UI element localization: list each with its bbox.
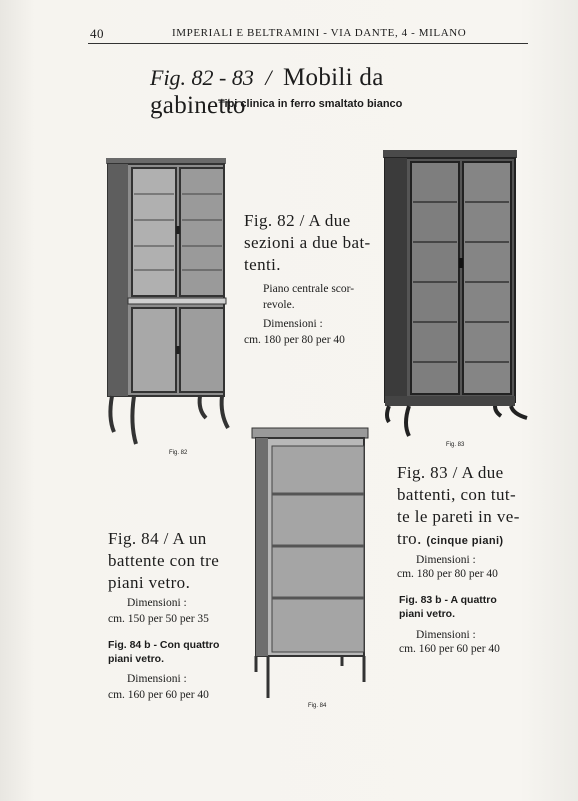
- fig84-dim-label: Dimensioni :: [127, 597, 187, 609]
- fig84-heading-line1: Fig. 84 / A un: [108, 529, 207, 548]
- fig83b-dim-label: Dimensioni :: [416, 629, 476, 641]
- cabinet-fig82-illustration: [104, 156, 234, 448]
- page-header: [90, 24, 526, 42]
- title-fig-number: Fig. 82 - 83: [150, 65, 254, 90]
- page-subtitle: Tipi clinica in ferro smaltato bianco: [218, 98, 403, 110]
- fig83b-heading: [399, 593, 497, 621]
- fig84b-dimensions: cm. 160 per 60 per 40: [108, 689, 209, 701]
- fig83b-line1: Fig. 83 b - A quattro: [399, 594, 497, 606]
- fig82-heading-line2: sezioni a due bat-: [244, 233, 371, 252]
- fig82-dimensions: cm. 180 per 80 per 40: [244, 334, 345, 346]
- fig83-caption: Fig. 83: [446, 442, 465, 448]
- cabinet-fig83-illustration: [383, 150, 531, 440]
- fig82-desc-line1: Piano centrale scor-: [263, 283, 355, 295]
- title-main: Mobili da gabinetto: [150, 64, 384, 119]
- fig83-heading-note: (cinque piani): [426, 535, 504, 547]
- fig83-dim-label: Dimensioni :: [416, 554, 476, 566]
- fig83-heading-line1: Fig. 83 / A due: [397, 463, 504, 482]
- page-number: 40: [90, 26, 104, 41]
- fig84b-line2: piani vetro.: [108, 653, 165, 665]
- fig84-heading-line2: battente con tre: [108, 551, 220, 570]
- fig84-heading: [108, 528, 219, 594]
- fig83b-line2: piani vetro.: [399, 608, 456, 620]
- fig82-heading-line1: Fig. 82 / A due: [244, 211, 351, 230]
- fig83-dimensions: cm. 180 per 80 per 40: [397, 568, 498, 580]
- running-head: IMPERIALI E BELTRAMINI - VIA DANTE, 4 - MILANO: [172, 27, 467, 39]
- fig83-heading-line3: te le pareti in ve-: [397, 507, 520, 526]
- fig82-desc-line2: revole.: [263, 299, 295, 311]
- fig84b-dim-label: Dimensioni :: [127, 673, 187, 685]
- fig84-heading-line3: piani vetro.: [108, 573, 191, 592]
- fig84-caption: Fig. 84: [308, 703, 327, 709]
- fig83-heading: [397, 462, 520, 552]
- fig84b-heading: [108, 638, 219, 666]
- fig83b-dimensions: cm. 160 per 60 per 40: [399, 643, 500, 655]
- fig82-heading: [244, 210, 371, 276]
- fig84b-line1: Fig. 84 b - Con quattro: [108, 639, 220, 651]
- fig82-dim-label: Dimensioni :: [263, 318, 323, 330]
- fig83-heading-line4: [397, 528, 520, 552]
- fig82-caption: Fig. 82: [169, 450, 188, 456]
- fig83-heading-line4-text: tro.: [397, 529, 422, 548]
- header-rule: [88, 43, 528, 44]
- cabinet-fig84-illustration: [252, 428, 370, 700]
- page-title: [150, 64, 480, 120]
- fig82-heading-line3: tenti.: [244, 255, 281, 274]
- fig82-description: [263, 281, 383, 313]
- fig83-heading-line2: battenti, con tut-: [397, 485, 517, 504]
- title-slash: /: [265, 65, 272, 90]
- fig84-dimensions: cm. 150 per 50 per 35: [108, 613, 209, 625]
